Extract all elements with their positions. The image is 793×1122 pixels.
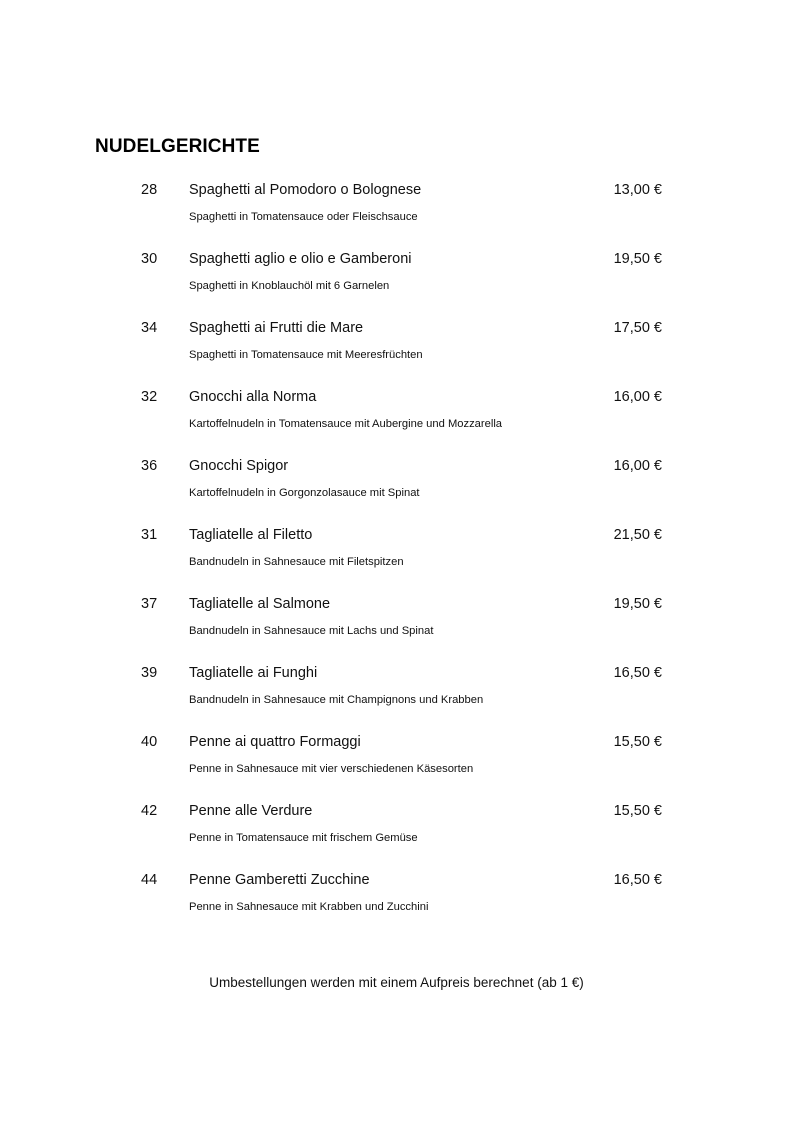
- item-description: Spaghetti in Tomatensauce oder Fleischsauce: [189, 211, 418, 223]
- item-name: Penne Gamberetti Zucchine: [189, 872, 370, 888]
- item-name: Tagliatelle ai Funghi: [189, 665, 318, 681]
- item-price: 19,50 €: [613, 251, 662, 267]
- section-title: NUDELGERICHTE: [95, 136, 260, 157]
- item-number: 32: [141, 389, 158, 405]
- item-name: Spaghetti aglio e olio e Gamberoni: [189, 251, 412, 267]
- item-number: 44: [141, 872, 158, 888]
- item-description: Penne in Sahnesauce mit Krabben und Zucchini: [189, 901, 429, 913]
- item-description: Bandnudeln in Sahnesauce mit Champignons und Krabben: [189, 694, 484, 706]
- item-name: Gnocchi alla Norma: [189, 389, 317, 405]
- menu-item: [0, 387, 793, 456]
- item-number: 28: [141, 182, 158, 198]
- item-description: Spaghetti in Knoblauchöl mit 6 Garnelen: [189, 280, 390, 292]
- item-number: 34: [141, 320, 158, 336]
- item-description: Kartoffelnudeln in Gorgonzolasauce mit Spinat: [189, 487, 420, 499]
- item-number: 40: [141, 734, 158, 750]
- item-name: Tagliatelle al Salmone: [189, 596, 331, 612]
- item-number: 36: [141, 458, 158, 474]
- menu-item: [0, 663, 793, 732]
- item-price: 16,50 €: [613, 872, 662, 888]
- item-description: Penne in Tomatensauce mit frischem Gemüse: [189, 832, 418, 844]
- item-name: Penne ai quattro Formaggi: [189, 734, 361, 750]
- item-price: 17,50 €: [613, 320, 662, 336]
- item-name: Gnocchi Spigor: [189, 458, 289, 474]
- item-price: 13,00 €: [613, 182, 662, 198]
- item-price: 15,50 €: [613, 803, 662, 819]
- item-price: 19,50 €: [613, 596, 662, 612]
- footer-note: Umbestellungen werden mit einem Aufpreis berechnet (ab 1 €): [209, 975, 584, 990]
- item-price: 16,00 €: [613, 458, 662, 474]
- item-number: 42: [141, 803, 158, 819]
- item-name: Tagliatelle al Filetto: [189, 527, 313, 543]
- item-description: Spaghetti in Tomatensauce mit Meeresfrüchten: [189, 349, 423, 361]
- item-description: Bandnudeln in Sahnesauce mit Filetspitzen: [189, 556, 404, 568]
- item-price: 21,50 €: [613, 527, 662, 543]
- menu-item: [0, 801, 793, 870]
- item-price: 16,50 €: [613, 665, 662, 681]
- item-description: Kartoffelnudeln in Tomatensauce mit Aubergine und Mozzarella: [189, 418, 503, 430]
- menu-item: [0, 525, 793, 594]
- menu-item: [0, 249, 793, 318]
- menu-item: [0, 732, 793, 801]
- menu-item: [0, 180, 793, 249]
- item-name: Spaghetti al Pomodoro o Bolognese: [189, 182, 422, 198]
- item-description: Bandnudeln in Sahnesauce mit Lachs und Spinat: [189, 625, 434, 637]
- item-price: 16,00 €: [613, 389, 662, 405]
- menu-item: [0, 594, 793, 663]
- item-number: 39: [141, 665, 158, 681]
- item-number: 31: [141, 527, 158, 543]
- item-name: Penne alle Verdure: [189, 803, 313, 819]
- menu-list: [0, 180, 793, 939]
- item-description: Penne in Sahnesauce mit vier verschiedenen Käsesorten: [189, 763, 474, 775]
- menu-item: [0, 870, 793, 939]
- item-price: 15,50 €: [613, 734, 662, 750]
- menu-item: [0, 456, 793, 525]
- menu-item: [0, 318, 793, 387]
- item-number: 37: [141, 596, 158, 612]
- item-number: 30: [141, 251, 158, 267]
- item-name: Spaghetti ai Frutti die Mare: [189, 320, 364, 336]
